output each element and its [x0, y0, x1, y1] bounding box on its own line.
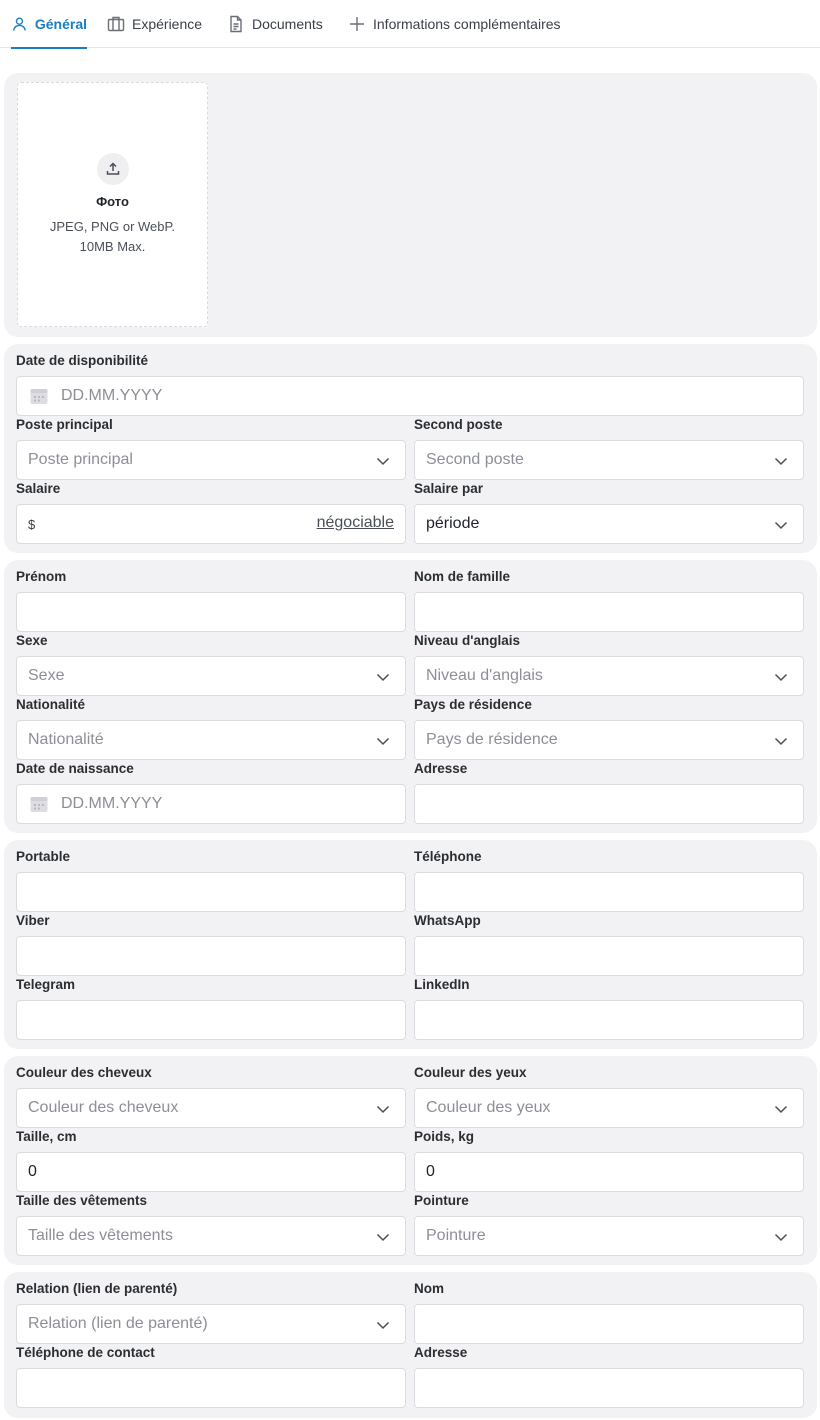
main-position-label: Poste principal: [16, 417, 113, 432]
availability-label: Date de disponibilité: [16, 353, 149, 368]
contact-name-label: Nom: [414, 1281, 444, 1296]
tab-experience[interactable]: [107, 0, 202, 48]
relation-select[interactable]: [16, 1304, 406, 1344]
eye-color-select[interactable]: [414, 1088, 804, 1128]
second-position-placeholder: Second poste: [426, 451, 524, 468]
chevron-down-icon: [375, 453, 391, 469]
telegram-label: Telegram: [16, 977, 76, 992]
height-input[interactable]: [16, 1152, 406, 1192]
phone-label: Téléphone: [414, 849, 482, 864]
tab-bar: [0, 0, 820, 48]
emergency-contact-card: [4, 1272, 817, 1418]
relation-label: Relation (lien de parenté): [16, 1281, 178, 1296]
calendar-icon: [29, 794, 49, 814]
chevron-down-icon: [375, 669, 391, 685]
tab-label: Documents: [252, 16, 323, 32]
residence-country-label: Pays de résidence: [414, 697, 532, 712]
eye-color-placeholder: Couleur des yeux: [426, 1099, 551, 1116]
photo-upload-dropzone[interactable]: [17, 82, 208, 327]
upload-button[interactable]: [97, 153, 129, 185]
birth-date-placeholder: DD.MM.YYYY: [61, 795, 163, 812]
chevron-down-icon: [773, 1101, 789, 1117]
availability-date-input[interactable]: [16, 376, 804, 416]
salary-per-value: période: [426, 515, 480, 532]
mobile-input[interactable]: [16, 872, 406, 912]
contact-address-label: Adresse: [414, 1345, 468, 1360]
weight-label: Poids, kg: [414, 1129, 475, 1144]
user-icon: [11, 15, 28, 33]
clothing-size-placeholder: Taille des vêtements: [28, 1227, 173, 1244]
relation-placeholder: Relation (lien de parenté): [28, 1315, 208, 1332]
clothing-size-label: Taille des vêtements: [16, 1193, 148, 1208]
tab-additional-info[interactable]: [348, 0, 561, 48]
address-label: Adresse: [414, 761, 468, 776]
linkedin-label: LinkedIn: [414, 977, 470, 992]
residence-country-select[interactable]: [414, 720, 804, 760]
english-level-label: Niveau d'anglais: [414, 633, 520, 648]
height-value: 0: [28, 1163, 37, 1180]
last-name-input[interactable]: [414, 592, 804, 632]
salary-per-label: Salaire par: [414, 481, 484, 496]
viber-label: Viber: [16, 913, 50, 928]
briefcase-icon: [107, 15, 125, 33]
nationality-select[interactable]: [16, 720, 406, 760]
chevron-down-icon: [773, 669, 789, 685]
tab-general[interactable]: [11, 0, 87, 48]
whatsapp-label: WhatsApp: [414, 913, 481, 928]
contact-address-input[interactable]: [414, 1368, 804, 1408]
nationality-label: Nationalité: [16, 697, 86, 712]
chevron-down-icon: [773, 733, 789, 749]
second-position-label: Second poste: [414, 417, 503, 432]
job-card: [4, 344, 817, 553]
first-name-input[interactable]: [16, 592, 406, 632]
chevron-down-icon: [375, 1229, 391, 1245]
appearance-card: [4, 1056, 817, 1265]
sex-label: Sexe: [16, 633, 48, 648]
telegram-input[interactable]: [16, 1000, 406, 1040]
weight-value: 0: [426, 1163, 435, 1180]
negotiable-toggle[interactable]: négociable: [316, 514, 394, 531]
photo-hint: JPEG, PNG or WebP. 10MB Max.: [49, 219, 176, 254]
currency-symbol: $: [28, 516, 36, 532]
hair-color-placeholder: Couleur des cheveux: [28, 1099, 179, 1116]
photo-card: [4, 73, 817, 337]
contact-phone-input[interactable]: [16, 1368, 406, 1408]
eye-color-label: Couleur des yeux: [414, 1065, 527, 1080]
tab-label: Informations complémentaires: [373, 16, 561, 32]
personal-card: [4, 560, 817, 833]
main-position-select[interactable]: [16, 440, 406, 480]
hair-color-select[interactable]: [16, 1088, 406, 1128]
plus-icon: [348, 15, 366, 33]
shoe-size-select[interactable]: [414, 1216, 804, 1256]
birth-date-input[interactable]: [16, 784, 406, 824]
photo-title: Фото: [96, 194, 129, 209]
chevron-down-icon: [773, 453, 789, 469]
salary-per-select[interactable]: [414, 504, 804, 544]
address-input[interactable]: [414, 784, 804, 824]
shoe-size-placeholder: Pointure: [426, 1227, 486, 1244]
upload-icon: [105, 161, 121, 177]
calendar-icon: [29, 386, 49, 406]
english-level-select[interactable]: [414, 656, 804, 696]
chevron-down-icon: [375, 733, 391, 749]
salary-input[interactable]: [16, 504, 406, 544]
birth-date-label: Date de naissance: [16, 761, 134, 776]
document-icon: [227, 15, 245, 33]
availability-placeholder: DD.MM.YYYY: [61, 387, 163, 404]
residence-country-placeholder: Pays de résidence: [426, 731, 558, 748]
second-position-select[interactable]: [414, 440, 804, 480]
nationality-placeholder: Nationalité: [28, 731, 104, 748]
whatsapp-input[interactable]: [414, 936, 804, 976]
main-position-placeholder: Poste principal: [28, 451, 133, 468]
english-level-placeholder: Niveau d'anglais: [426, 667, 543, 684]
weight-input[interactable]: [414, 1152, 804, 1192]
mobile-label: Portable: [16, 849, 71, 864]
first-name-label: Prénom: [16, 569, 67, 584]
phone-input[interactable]: [414, 872, 804, 912]
contacts-card: [4, 840, 817, 1049]
chevron-down-icon: [375, 1317, 391, 1333]
contact-name-input[interactable]: [414, 1304, 804, 1344]
height-label: Taille, cm: [16, 1129, 77, 1144]
shoe-size-label: Pointure: [414, 1193, 469, 1208]
last-name-label: Nom de famille: [414, 569, 511, 584]
salary-label: Salaire: [16, 481, 61, 496]
tab-label: Expérience: [132, 16, 203, 32]
chevron-down-icon: [773, 517, 789, 533]
chevron-down-icon: [375, 1101, 391, 1117]
chevron-down-icon: [773, 1229, 789, 1245]
tab-label: Général: [34, 16, 87, 32]
contact-phone-label: Téléphone de contact: [16, 1345, 155, 1360]
clothing-size-select[interactable]: [16, 1216, 406, 1256]
viber-input[interactable]: [16, 936, 406, 976]
sex-select[interactable]: [16, 656, 406, 696]
hair-color-label: Couleur des cheveux: [16, 1065, 152, 1080]
tab-documents[interactable]: [227, 0, 323, 48]
linkedin-input[interactable]: [414, 1000, 804, 1040]
sex-placeholder: Sexe: [28, 667, 65, 684]
